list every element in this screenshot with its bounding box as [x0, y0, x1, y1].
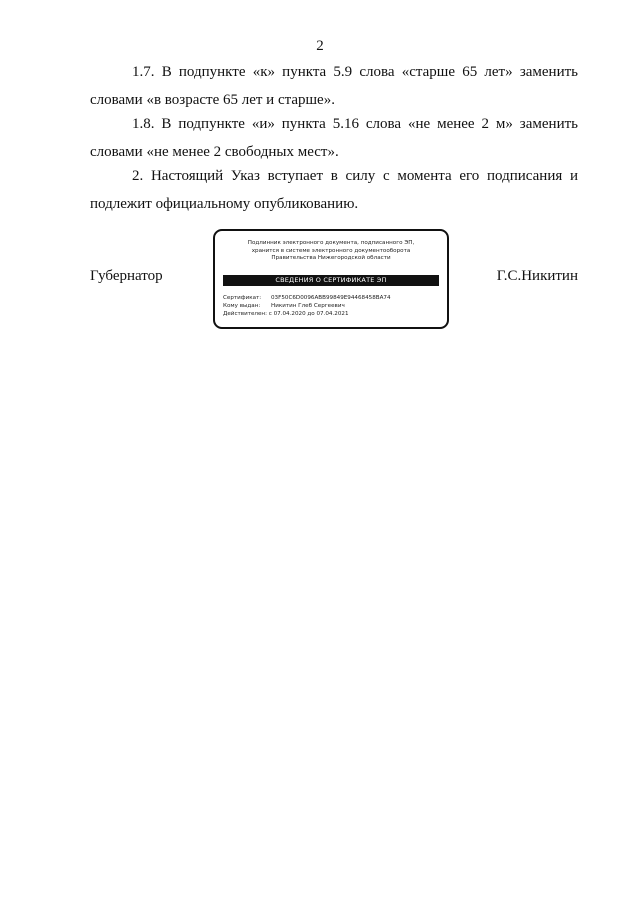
- certificate-header-line: Подлинник электронного документа, подписанного ЭП,: [247, 240, 415, 246]
- certificate-header-line: Правительства Нижегородской области: [271, 255, 391, 262]
- certificate-validity: Действителен: с 07.04.2020 до 07.04.2021: [223, 311, 349, 317]
- certificate-header-line: хранится в системе электронного документооборота: [251, 247, 411, 254]
- certificate-serial-label: Сертификат:: [223, 295, 262, 301]
- signatory-position: Губернатор: [90, 268, 163, 284]
- paragraph-1-7: 1.7. В подпункте «к» пункта 5.9 слова «старше 65 лет» заменить словами «в возрасте 65 лет и старше».: [90, 64, 578, 108]
- certificate-serial-row: [223, 294, 391, 302]
- signatory-name: Г.С.Никитин: [496, 268, 578, 284]
- page-number: 2: [316, 38, 324, 54]
- certificate-owner-label: Кому выдан:: [223, 303, 261, 309]
- certificate-header: [215, 240, 447, 263]
- paragraph-1-8: 1.8. В подпункте «и» пункта 5.16 слова «не менее 2 м» заменить словами «не менее 2 свободных мест».: [90, 116, 578, 160]
- e-signature-certificate-stamp: [213, 229, 449, 329]
- certificate-details: [223, 294, 391, 318]
- certificate-serial-value: 03F50C6D0096ABB99849E94468458BA74: [271, 295, 391, 301]
- paragraph-2: 2. Настоящий Указ вступает в силу с момента его подписания и подлежит официальному опубликованию.: [90, 168, 578, 212]
- certificate-owner-row: [223, 302, 391, 310]
- certificate-banner: СВЕДЕНИЯ О СЕРТИФИКАТЕ ЭП: [223, 275, 439, 286]
- certificate-owner-value: Никитин Глеб Сергеевич: [271, 303, 345, 309]
